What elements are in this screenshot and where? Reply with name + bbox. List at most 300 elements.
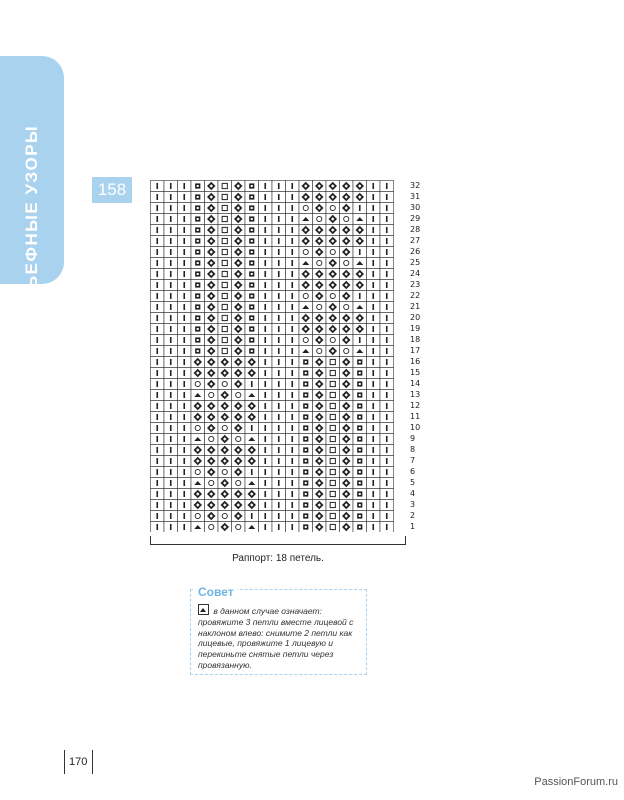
chart-cell [326,379,340,390]
chart-cell [326,489,340,500]
chart-cell [191,379,205,390]
chart-cell [367,511,381,522]
chart-cell [340,192,354,203]
chart-cell [326,225,340,236]
chart-cell [326,214,340,225]
chart-cell [326,401,340,412]
chart-cell [191,269,205,280]
chart-cell [340,390,354,401]
chart-cell [164,500,178,511]
chart-cell [164,379,178,390]
chart-cell [191,258,205,269]
chart-cell [191,423,205,434]
chart-cell [151,258,165,269]
tip-text [198,604,363,671]
chart-cell [313,346,327,357]
chart-cell [245,181,259,192]
chart-cell [205,445,219,456]
chart-cell [380,313,394,324]
chart-cell [367,445,381,456]
chart-cell [191,445,205,456]
row-number: 5 [410,478,416,487]
repeat-label: Раппорт: 18 петель. [232,553,324,564]
chart-cell [340,412,354,423]
chart-cell [299,225,313,236]
chart-cell [191,236,205,247]
chart-cell [272,324,286,335]
chart-cell [205,357,219,368]
chart-cell [353,181,367,192]
chart-cell [178,247,192,258]
chart-cell [232,467,246,478]
chart-cell [178,390,192,401]
chart-cell [272,258,286,269]
chart-cell [286,379,300,390]
chart-cell [340,335,354,346]
chart-cell [272,434,286,445]
chart-cell [218,390,232,401]
chart-cell [380,357,394,368]
chart-cell [299,467,313,478]
chart-cell [313,401,327,412]
chart-cell [191,478,205,489]
chart-cell [353,423,367,434]
chart-cell [313,379,327,390]
chart-cell [151,456,165,467]
chart-cell [367,236,381,247]
chart-cell [205,203,219,214]
row-number: 18 [410,335,421,344]
chart-cell [245,335,259,346]
chart-cell [272,401,286,412]
chart-cell [340,313,354,324]
chart-cell [205,302,219,313]
chart-cell [299,368,313,379]
row-number: 13 [410,390,421,399]
chart-cell [380,467,394,478]
chart-cell [286,214,300,225]
chart-cell [205,291,219,302]
chart-cell [205,269,219,280]
chart-cell [191,280,205,291]
chart-cell [286,357,300,368]
chart-cell [232,445,246,456]
chart-cell [205,313,219,324]
chart-cell [272,346,286,357]
chart-cell [218,379,232,390]
chart-cell [380,412,394,423]
chart-cell [299,247,313,258]
chart-cell [380,192,394,203]
chart-cell [191,489,205,500]
chart-cell [380,214,394,225]
chart-cell [367,181,381,192]
chart-cell [286,247,300,258]
row-number: 21 [410,302,421,311]
chart-cell [205,489,219,500]
row-number: 25 [410,258,421,267]
chart-cell [164,214,178,225]
chart-cell [232,324,246,335]
chart-cell [218,291,232,302]
chart-cell [299,291,313,302]
chart-cell [218,346,232,357]
chart-cell [205,247,219,258]
chart-cell [232,192,246,203]
chart-cell [340,423,354,434]
chart-cell [218,313,232,324]
chart-cell [380,236,394,247]
chart-cell [380,291,394,302]
chart-cell [313,269,327,280]
chart-cell [245,467,259,478]
chart-cell [164,192,178,203]
chart-cell [205,258,219,269]
chart-cell [164,467,178,478]
chart-cell [380,225,394,236]
chart-cell [299,192,313,203]
chart-cell [245,280,259,291]
chart-cell [380,478,394,489]
chart-cell [232,236,246,247]
chart-cell [151,522,165,533]
chart-cell [299,280,313,291]
chart-cell [164,368,178,379]
chart-cell [178,192,192,203]
chart-cell [205,500,219,511]
chart-cell [353,203,367,214]
chart-cell [218,192,232,203]
chart-cell [353,335,367,346]
chart-cell [286,181,300,192]
chart-cell [299,335,313,346]
chart-cell [245,192,259,203]
chart-cell [218,401,232,412]
chart-cell [178,214,192,225]
chart-cell [259,368,273,379]
chart-cell [340,324,354,335]
row-number: 22 [410,291,421,300]
chart-cell [205,390,219,401]
chart-cell [259,489,273,500]
chart-cell [191,346,205,357]
chart-cell [286,236,300,247]
chart-cell [313,302,327,313]
chart-cell [151,423,165,434]
chart-cell [340,500,354,511]
chart-cell [326,291,340,302]
chart-cell [259,225,273,236]
chart-cell [232,313,246,324]
row-number: 28 [410,225,421,234]
chart-cell [353,434,367,445]
chart-cell [326,247,340,258]
chart-cell [353,357,367,368]
chart-cell [245,291,259,302]
chart-cell [313,423,327,434]
chart-cell [151,379,165,390]
row-number: 19 [410,324,421,333]
chart-cell [272,357,286,368]
row-number: 2 [410,511,416,520]
chart-cell [272,335,286,346]
row-number: 29 [410,214,421,223]
chart-cell [326,511,340,522]
chart-cell [299,302,313,313]
chart-cell [178,412,192,423]
chart-cell [245,368,259,379]
chart-cell [232,390,246,401]
row-number: 14 [410,379,421,388]
chart-cell [259,335,273,346]
chart-cell [353,302,367,313]
chart-cell [380,434,394,445]
chart-cell [259,280,273,291]
chart-cell [286,302,300,313]
chart-cell [272,423,286,434]
row-number: 15 [410,368,421,377]
chart-cell [218,181,232,192]
chart-cell [232,522,246,533]
chart-cell [367,335,381,346]
chart-cell [205,401,219,412]
chart-cell [286,368,300,379]
chart-cell [151,335,165,346]
chart-cell [340,280,354,291]
row-number: 1 [410,522,416,531]
chart-cell [151,324,165,335]
chart-cell [191,500,205,511]
chart-cell [205,335,219,346]
chart-cell [218,236,232,247]
chart-cell [205,368,219,379]
chart-cell [232,269,246,280]
chart-cell [164,335,178,346]
chart-cell [151,269,165,280]
chart-cell [299,258,313,269]
chart-cell [286,423,300,434]
row-number: 23 [410,280,421,289]
chart-cell [272,511,286,522]
chart-cell [151,401,165,412]
chart-cell [218,258,232,269]
chart-cell [232,478,246,489]
chart-cell [178,467,192,478]
chart-cell [164,489,178,500]
chart-cell [218,214,232,225]
chart-cell [340,489,354,500]
chart-cell [299,390,313,401]
chart-cell [245,203,259,214]
chart-cell [259,401,273,412]
chart-cell [151,302,165,313]
chart-cell [178,434,192,445]
chart-cell [326,258,340,269]
chart-cell [191,412,205,423]
chart-cell [232,203,246,214]
chart-cell [232,346,246,357]
chart-cell [259,379,273,390]
chart-cell [313,236,327,247]
chart-cell [164,445,178,456]
chart-cell [299,214,313,225]
chart-cell [272,247,286,258]
chart-cell [245,346,259,357]
chart-cell [191,335,205,346]
chart-cell [232,181,246,192]
chart-cell [191,357,205,368]
chart-cell [164,390,178,401]
chart-cell [151,280,165,291]
chart-cell [272,181,286,192]
chart-cell [380,522,394,533]
row-number: 27 [410,236,421,245]
chart-cell [340,181,354,192]
chart-cell [353,258,367,269]
chart-cell [259,214,273,225]
chart-cell [259,412,273,423]
chart-cell [245,445,259,456]
chart-cell [164,203,178,214]
tip-text-body: в данном случае означает: провяжите 3 петли вместе лицевой с наклоном влево: снимите 2 петли как лицевые, провяжите 1 лицевую и перекиньте снятые петли через провязанную. [198,606,354,670]
chart-cell [259,423,273,434]
chart-cell [340,269,354,280]
chart-cell [326,192,340,203]
chart-cell [353,313,367,324]
row-number: 20 [410,313,421,322]
chart-cell [313,247,327,258]
pattern-number: 158 [92,177,132,203]
chart-cell [299,401,313,412]
chart-cell [164,280,178,291]
chart-cell [367,522,381,533]
chart-cell [286,456,300,467]
chart-cell [218,500,232,511]
tip-title: Совет [195,585,237,599]
chart-cell [151,291,165,302]
chart-cell [367,423,381,434]
chart-cell [178,379,192,390]
chart-cell [178,401,192,412]
chart-cell [353,247,367,258]
chart-cell [313,258,327,269]
chart-cell [272,456,286,467]
chart-cell [326,467,340,478]
chart-cell [299,522,313,533]
chart-cell [272,291,286,302]
chart-cell [164,324,178,335]
chart-cell [340,478,354,489]
chart-cell [205,236,219,247]
chart-cell [313,511,327,522]
chart-cell [367,357,381,368]
chart-cell [151,192,165,203]
page-rule-left [64,750,65,774]
chart-cell [191,324,205,335]
chart-cell [326,324,340,335]
chart-cell [164,346,178,357]
chart-cell [178,291,192,302]
chart-cell [326,445,340,456]
chart-cell [353,511,367,522]
chart-cell [259,313,273,324]
chart-cell [232,357,246,368]
row-number: 12 [410,401,421,410]
chart-cell [191,302,205,313]
chart-cell [340,368,354,379]
chart-cell [313,500,327,511]
chart-cell [191,313,205,324]
chart-cell [340,522,354,533]
chart-cell [151,500,165,511]
chart-cell [218,335,232,346]
chart-cell [205,522,219,533]
chart-cell [191,522,205,533]
chart-cell [245,258,259,269]
chart-cell [191,181,205,192]
chart-cell [299,203,313,214]
chart-cell [380,368,394,379]
chart-cell [353,379,367,390]
chart-cell [313,478,327,489]
chart-cell [178,258,192,269]
chart-cell [313,335,327,346]
chart-cell [313,214,327,225]
chart-cell [178,324,192,335]
chart-cell [299,269,313,280]
chart-cell [353,467,367,478]
chart-cell [272,302,286,313]
chart-cell [218,269,232,280]
chart-cell [164,434,178,445]
chart-cell [218,522,232,533]
chart-cell [340,291,354,302]
chart-cell [326,313,340,324]
chart-cell [178,478,192,489]
slip-slip-knit-decrease-icon [198,604,209,615]
chart-cell [340,445,354,456]
chart-cell [259,500,273,511]
chart-cell [151,489,165,500]
chart-cell [367,412,381,423]
chart-cell [299,511,313,522]
chart-cell [245,478,259,489]
chart-cell [326,522,340,533]
chart-cell [205,192,219,203]
chart-cell [286,401,300,412]
chart-cell [164,258,178,269]
chart-cell [205,456,219,467]
chart-cell [164,401,178,412]
chart-cell [299,379,313,390]
chart-cell [353,368,367,379]
chart-cell [151,412,165,423]
chart-cell [380,280,394,291]
chart-cell [205,478,219,489]
chart-cell [380,247,394,258]
chart-cell [286,445,300,456]
chart-cell [272,390,286,401]
repeat-bracket [150,536,406,545]
chart-cell [353,236,367,247]
chart-cell [164,357,178,368]
chart-cell [218,324,232,335]
chart-cell [191,192,205,203]
chart-cell [380,500,394,511]
chart-cell [218,302,232,313]
chart-cell [340,401,354,412]
chart-cell [178,456,192,467]
